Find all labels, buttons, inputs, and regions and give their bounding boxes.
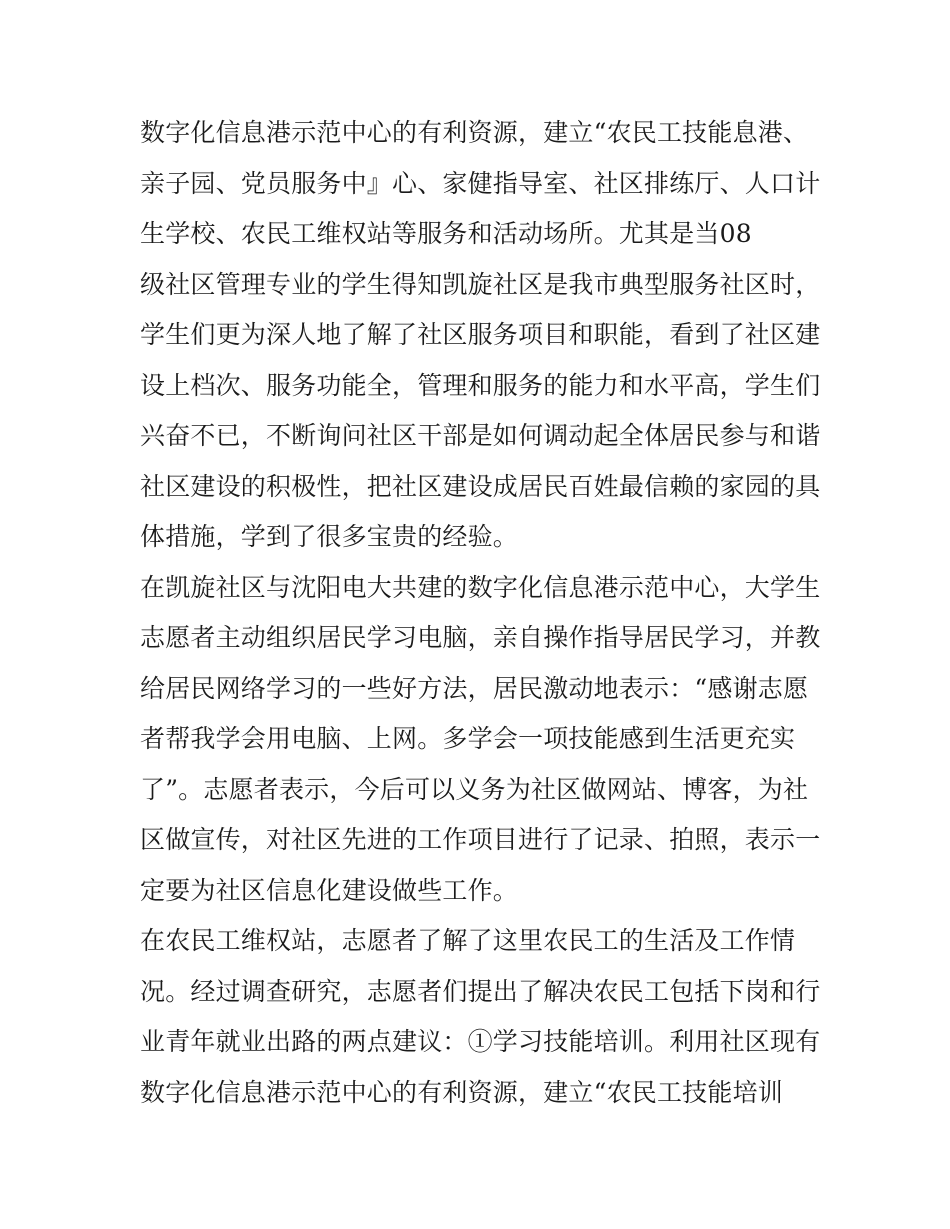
text-line: 数字化信息港示范中心的有利资源，建立“农民工技能培训 xyxy=(140,1077,783,1107)
text-line: 设上档次、服务功能全，管理和服务的能力和水平高，学生们 xyxy=(140,370,821,400)
text-line: 业青年就业出路的两点建议：①学习技能培训。利用社区现有 xyxy=(140,1027,821,1056)
text-line: 亲子园、党员服务中』心、家健指导室、社区排练厅、人口计 xyxy=(140,168,821,198)
text-line: 兴奋不已，不断询问社区干部是如何调动起全体居民参与和谐 xyxy=(140,421,821,450)
body-text xyxy=(140,108,830,1118)
text-line: 在农民工维权站，志愿者了解了这里农民工的生活及工作情 xyxy=(140,926,796,955)
text-line: 区做宣传，对社区先进的工作项目进行了记录、拍照，表示一 xyxy=(140,825,821,854)
text-line: 体措施，学到了很多宝贵的经验。 xyxy=(140,522,519,551)
text-line: 在凯旋社区与沈阳电大共建的数字化信息港示范中心，大学生 xyxy=(140,572,821,602)
text-line: 社区建设的积极性，把社区建设成居民百姓最信赖的家园的具 xyxy=(140,471,821,501)
text-line: 数字化信息港示范中心的有利资源，建立“农民工技能息港、 xyxy=(140,118,809,147)
text-line: 者帮我学会用电脑、上网。多学会一项技能感到生活更充实 xyxy=(140,724,796,753)
text-line: 了”。志愿者表示，今后可以义务为社区做网站、博客，为社 xyxy=(140,774,809,804)
text-line: 定要为社区信息化建设做些工作。 xyxy=(140,875,519,905)
text-line: 级社区管理专业的学生得知凯旋社区是我市典型服务社区时， xyxy=(140,269,821,299)
text-line: 生学校、农民工维权站等服务和活动场所。尤其是当08 xyxy=(140,219,752,248)
text-line: 况。经过调查研究，志愿者们提出了解决农民工包括下岗和行 xyxy=(140,976,821,1006)
text-line: 给居民网络学习的一些好方法，居民激动地表示：“感谢志愿 xyxy=(140,673,809,703)
text-line: 学生们更为深人地了解了社区服务项目和职能，看到了社区建 xyxy=(140,320,821,349)
text-line: 志愿者主动组织居民学习电脑，亲自操作指导居民学习，并教 xyxy=(140,623,821,652)
